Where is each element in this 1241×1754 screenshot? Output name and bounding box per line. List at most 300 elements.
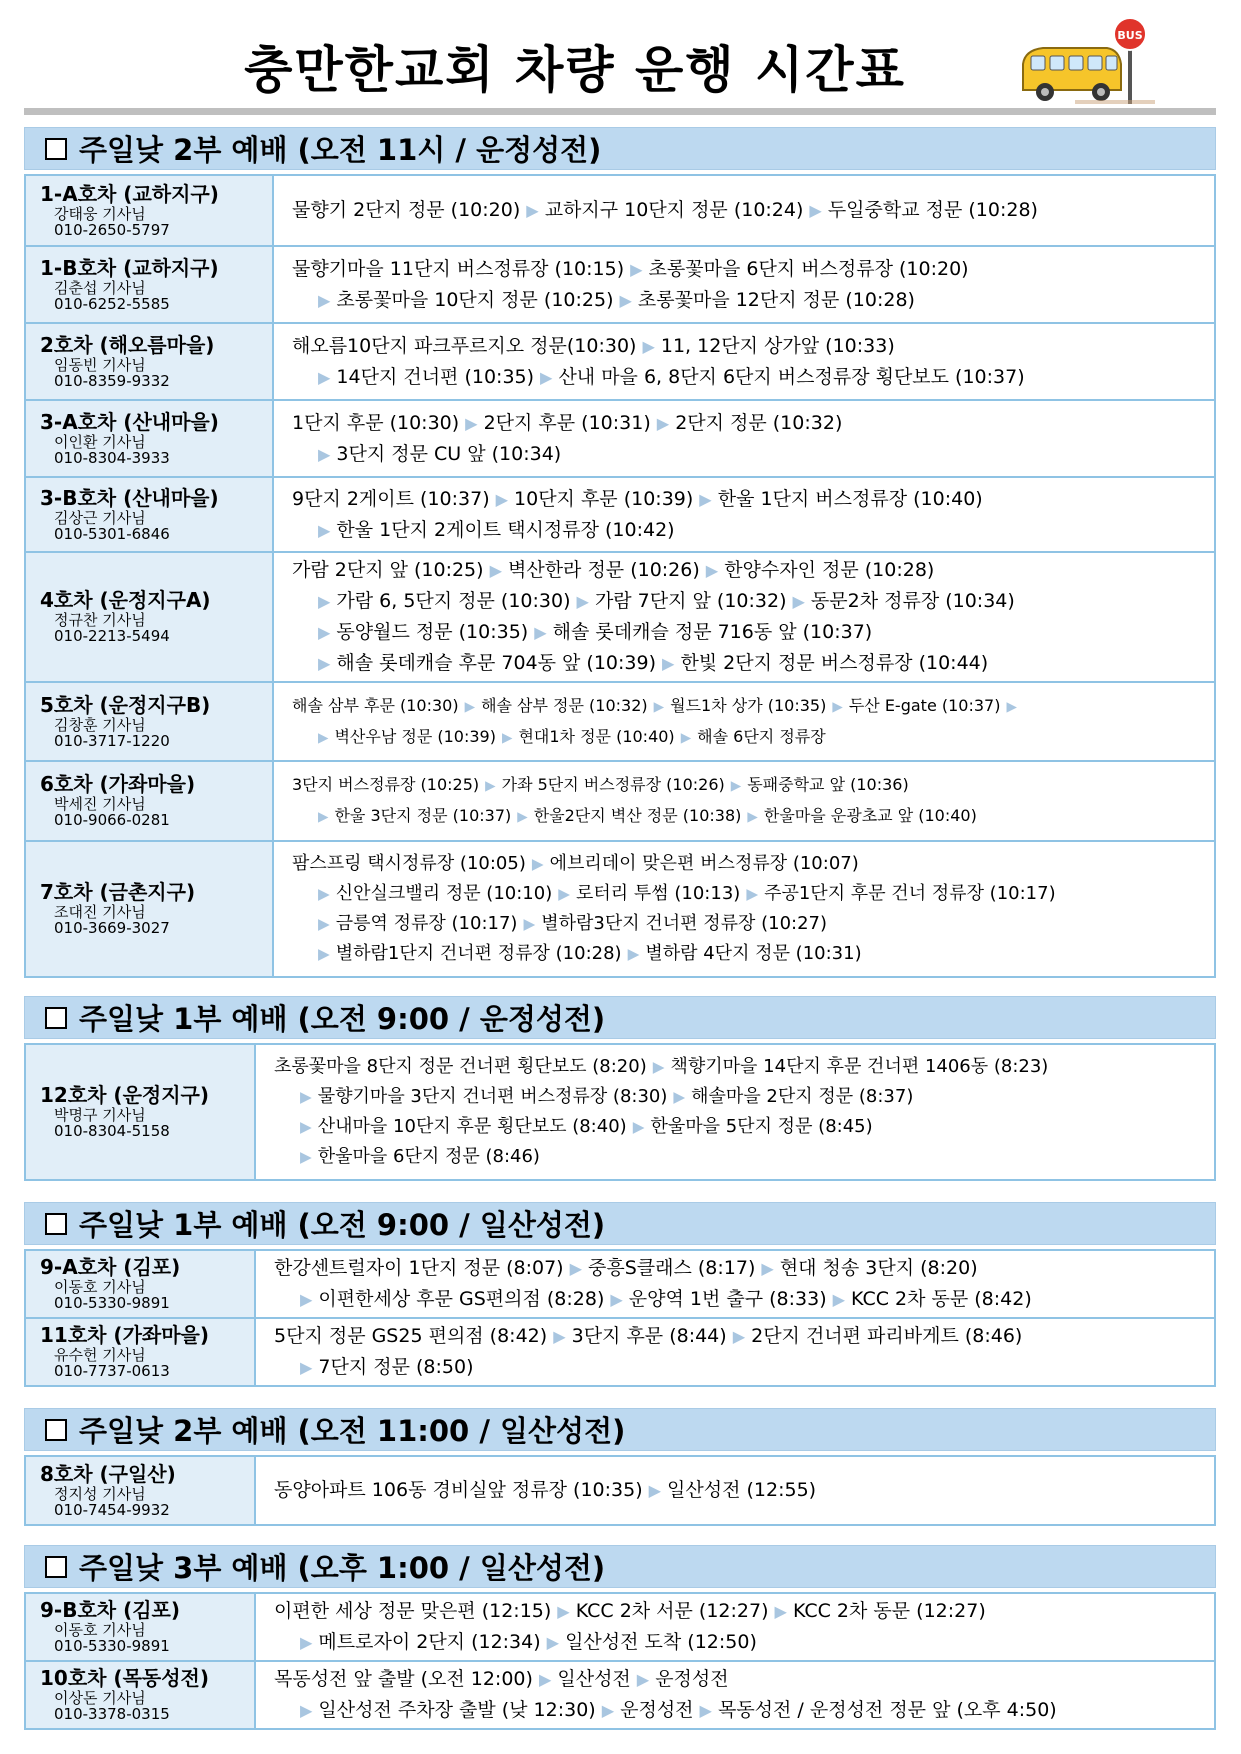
arrow-right-icon: ▶ (652, 1058, 665, 1076)
arrow-right-icon: ▶ (558, 885, 570, 903)
vehicle-name: 8호차 (구일산) (40, 1461, 176, 1486)
schedule-table (24, 174, 1216, 978)
arrow-right-icon: ▶ (318, 945, 330, 963)
table-row (25, 1593, 1215, 1661)
route-stop: 해오름10단지 파크푸르지오 정문(10:30) (292, 334, 637, 357)
arrow-right-icon: ▶ (601, 1701, 615, 1720)
route-line (292, 909, 1204, 939)
route-stop: 에브리데이 맞은편 버스정류장 (10:07) (549, 853, 859, 874)
arrow-right-icon: ▶ (464, 698, 476, 715)
route-stop: 일산성전 (12:55) (667, 1479, 817, 1501)
vehicle-name: 6호차 (가좌마을) (40, 772, 196, 796)
route-stop: 두일중학교 정문 (10:28) (827, 199, 1038, 221)
vehicle-name: 12호차 (운정지구) (40, 1083, 209, 1107)
route-line (274, 1352, 1204, 1383)
vehicle-name: 2호차 (해오름마을) (40, 332, 215, 357)
route-stop: 현대1차 정문 (10:40) (518, 726, 675, 746)
vehicle-name: 3-A호차 (산내마을) (40, 409, 219, 434)
bus-sign-label: BUS (1117, 29, 1143, 42)
route-line (274, 1627, 1204, 1658)
vehicle-cell (25, 1250, 255, 1318)
route-stop: 책향기마을 14단지 후문 건너편 1406동 (8:23) (670, 1056, 1049, 1077)
arrow-right-icon: ▶ (300, 1358, 313, 1377)
route-stop: 3단지 정문 CU 앞 (10:34) (336, 442, 562, 465)
driver-phone: 010-3717-1220 (54, 731, 170, 750)
section-heading-label: 주일낮 1부 예배 (오전 9:00 / 일산성전) (79, 1208, 606, 1242)
driver-name: 이동호 기사님 (54, 1621, 146, 1639)
route-stop: 운정성전 (655, 1668, 729, 1690)
arrow-right-icon: ▶ (673, 1088, 686, 1106)
arrow-right-icon: ▶ (699, 489, 712, 509)
arrow-right-icon: ▶ (300, 1633, 313, 1652)
arrow-right-icon: ▶ (538, 1670, 552, 1689)
route-line (274, 1475, 1204, 1506)
route-cell (273, 761, 1215, 841)
route-stop: 벽산한라 정문 (10:26) (507, 559, 700, 581)
route-cell (273, 682, 1215, 761)
driver-phone: 010-5330-9891 (54, 1637, 170, 1655)
driver-name: 박명구 기사님 (54, 1106, 146, 1124)
route-stop: 월드1차 상가 (10:35) (670, 695, 827, 715)
arrow-right-icon: ▶ (540, 367, 553, 387)
arrow-right-icon: ▶ (656, 413, 670, 433)
service-section (24, 127, 1216, 978)
arrow-right-icon: ▶ (517, 809, 528, 825)
route-stop: 교하지구 10단지 정문 (10:24) (544, 199, 804, 221)
arrow-right-icon: ▶ (318, 654, 331, 673)
vehicle-cell (25, 175, 273, 246)
vehicle-name: 9-A호차 (김포) (40, 1255, 181, 1279)
arrow-right-icon: ▶ (699, 1701, 712, 1720)
arrow-right-icon: ▶ (534, 623, 547, 642)
vehicle-cell (25, 761, 273, 841)
arrow-right-icon: ▶ (485, 778, 496, 794)
route-line (292, 362, 1204, 393)
arrow-right-icon: ▶ (318, 885, 330, 903)
section-heading (24, 127, 1216, 170)
route-line (274, 1253, 1204, 1284)
route-stop: 물향기마을 11단지 버스정류장 (10:15) (292, 257, 625, 280)
table-row (25, 246, 1215, 323)
route-line (292, 555, 1204, 586)
section-heading-label: 주일낮 1부 예배 (오전 9:00 / 운정성전) (79, 1002, 606, 1036)
arrow-right-icon: ▶ (465, 413, 478, 433)
arrow-right-icon: ▶ (553, 1327, 566, 1346)
route-line (292, 515, 1204, 546)
arrow-right-icon: ▶ (495, 489, 509, 509)
route-stop: 한양수자인 정문 (10:28) (724, 559, 935, 581)
arrow-right-icon: ▶ (318, 444, 331, 464)
route-line (292, 195, 1204, 226)
arrow-right-icon: ▶ (732, 1327, 746, 1346)
route-stop: 일산성전 도착 (12:50) (565, 1631, 757, 1653)
route-line (292, 439, 1204, 470)
vehicle-cell (25, 1593, 255, 1661)
route-stop: 해솔 롯데캐슬 후문 704동 앞 (10:39) (336, 652, 657, 674)
route-stop: 한울2단지 벽산 정문 (10:38) (533, 806, 742, 825)
arrow-right-icon: ▶ (526, 201, 539, 220)
route-stop: 초롱꽃마을 6단지 버스정류장 (10:20) (648, 257, 969, 280)
service-section (24, 1408, 1216, 1526)
route-stop: KCC 2차 서문 (12:27) (575, 1600, 769, 1622)
driver-name: 강태웅 기사님 (54, 204, 146, 223)
route-line (292, 617, 1204, 648)
checkbox-square-icon (45, 1419, 67, 1441)
route-stop: 이편한세상 후문 GS편의점 (8:28) (318, 1288, 605, 1310)
arrow-right-icon: ▶ (300, 1701, 313, 1720)
route-stop: 이편한 세상 정문 맞은편 (12:15) (274, 1600, 552, 1622)
route-cell (255, 1044, 1215, 1180)
route-stop: 초롱꽃마을 8단지 정문 건너편 횡단보도 (8:20) (274, 1056, 647, 1077)
arrow-right-icon: ▶ (300, 1088, 312, 1106)
vehicle-name: 1-B호차 (교하지구) (40, 255, 219, 280)
schedule-table (24, 1249, 1216, 1387)
driver-name: 임동빈 기사님 (54, 355, 146, 374)
page-title: 충만한교회 차량 운행 시간표 (244, 41, 906, 99)
route-stop: 목동성전 앞 출발 (오전 12:00) (274, 1668, 533, 1690)
arrow-right-icon: ▶ (792, 592, 805, 611)
driver-phone: 010-6252-5585 (54, 294, 170, 313)
route-stop: 3단지 후문 (8:44) (571, 1325, 727, 1347)
route-line (274, 1142, 1204, 1172)
route-stop: 산내마을 10단지 후문 횡단보도 (8:40) (317, 1116, 627, 1137)
route-stop: 가람 7단지 앞 (10:32) (594, 590, 787, 612)
vehicle-cell (25, 400, 273, 477)
route-stop: 1단지 후문 (10:30) (292, 411, 460, 434)
driver-phone: 010-3669-3027 (54, 919, 170, 937)
route-stop: 별하람 4단지 정문 (10:31) (645, 943, 862, 964)
service-section (24, 996, 1216, 1181)
driver-name: 조대진 기사님 (54, 903, 146, 921)
arrow-right-icon: ▶ (832, 1290, 846, 1309)
route-stop: 한울 1단지 버스정류장 (10:40) (717, 487, 983, 510)
vehicle-cell (25, 1318, 255, 1386)
route-stop: 물향기 2단지 정문 (10:20) (292, 199, 521, 221)
table-row (25, 1250, 1215, 1318)
route-stop: 동문2차 정류장 (10:34) (810, 590, 1015, 612)
route-stop: KCC 2차 동문 (12:27) (792, 1600, 986, 1622)
route-line (292, 484, 1204, 515)
route-line (274, 1112, 1204, 1142)
route-cell (255, 1250, 1215, 1318)
arrow-right-icon: ▶ (662, 654, 675, 673)
route-stop: KCC 2차 동문 (8:42) (851, 1288, 1032, 1310)
arrow-right-icon: ▶ (523, 915, 536, 933)
arrow-right-icon: ▶ (501, 729, 513, 746)
driver-phone: 010-5301-6846 (54, 524, 170, 543)
table-row (25, 1661, 1215, 1729)
arrow-right-icon: ▶ (619, 290, 632, 310)
route-cell (273, 841, 1215, 977)
route-stop: 2단지 후문 (10:31) (483, 411, 651, 434)
table-row (25, 761, 1215, 841)
route-cell (273, 552, 1215, 682)
route-stop: 가람 6, 5단지 정문 (10:30) (336, 590, 571, 612)
route-stop: 현대 청송 3단지 (8:20) (779, 1257, 978, 1279)
route-stop: 운정성전 (620, 1699, 694, 1721)
vehicle-cell (25, 1044, 255, 1180)
driver-name: 이동호 기사님 (54, 1278, 146, 1296)
vehicle-name: 3-B호차 (산내마을) (40, 485, 219, 510)
route-line (274, 1082, 1204, 1112)
route-stop: 초롱꽃마을 10단지 정문 (10:25) (336, 288, 614, 311)
route-line (292, 801, 1204, 832)
route-line (292, 586, 1204, 617)
driver-phone: 010-7737-0613 (54, 1362, 170, 1380)
route-stop: 메트로자이 2단지 (12:34) (318, 1631, 541, 1653)
route-stop: 가람 2단지 앞 (10:25) (292, 559, 484, 581)
arrow-right-icon: ▶ (746, 885, 759, 903)
route-stop: 두산 E-gate (10:37) (848, 695, 1001, 715)
route-stop: 동양아파트 106동 경비실앞 정류장 (10:35) (274, 1479, 643, 1501)
route-line (274, 1284, 1204, 1315)
arrow-right-icon: ▶ (642, 336, 655, 356)
arrow-right-icon: ▶ (636, 1670, 650, 1689)
driver-name: 유수헌 기사님 (54, 1346, 146, 1364)
route-stop: 해솔마을 2단지 정문 (8:37) (691, 1086, 914, 1107)
arrow-right-icon: ▶ (774, 1602, 787, 1621)
arrow-right-icon: ▶ (300, 1118, 312, 1136)
arrow-right-icon: ▶ (632, 1118, 645, 1136)
vehicle-cell (25, 246, 273, 323)
service-section (24, 1202, 1216, 1387)
table-row (25, 400, 1215, 477)
route-stop: 10단지 후문 (10:39) (514, 487, 694, 510)
table-row (25, 323, 1215, 400)
route-stop: 목동성전 / 운정성전 정문 앞 (오후 4:50) (717, 1699, 1057, 1721)
route-stop: 로터리 투썸 (10:13) (576, 883, 741, 904)
arrow-right-icon: ▶ (576, 592, 589, 611)
route-stop: 물향기마을 3단지 건너편 버스정류장 (8:30) (317, 1086, 668, 1107)
route-line (292, 849, 1204, 879)
route-stop: 일산성전 (557, 1668, 631, 1690)
section-heading (24, 1545, 1216, 1588)
route-stop: 일산성전 주차장 출발 (낮 12:30) (318, 1699, 596, 1721)
route-line (292, 879, 1204, 909)
route-cell (273, 477, 1215, 552)
arrow-right-icon: ▶ (653, 698, 665, 715)
table-row (25, 841, 1215, 977)
route-stop: 5단지 정문 GS25 편의점 (8:42) (274, 1325, 548, 1347)
route-stop: 동양월드 정문 (10:35) (336, 621, 529, 643)
arrow-right-icon: ▶ (318, 729, 329, 746)
route-stop: 동패중학교 앞 (10:36) (747, 775, 909, 794)
route-cell (255, 1593, 1215, 1661)
table-row (25, 682, 1215, 761)
route-stop: 한울마을 6단지 정문 (8:46) (317, 1146, 540, 1167)
vehicle-cell (25, 477, 273, 552)
route-stop: 해솔 롯데캐슬 정문 716동 앞 (10:37) (552, 621, 873, 643)
checkbox-square-icon (45, 1007, 67, 1029)
route-stop: 9단지 2게이트 (10:37) (292, 487, 490, 510)
checkbox-square-icon (45, 138, 67, 160)
route-stop: 별하람1단지 건너편 정류장 (10:28) (335, 943, 622, 964)
route-stop: 14단지 건너편 (10:35) (336, 365, 535, 388)
route-stop: 주공1단지 후문 건너 정류장 (10:17) (764, 883, 1056, 904)
driver-phone: 010-9066-0281 (54, 811, 170, 829)
arrow-right-icon: ▶ (705, 561, 719, 580)
vehicle-cell (25, 1661, 255, 1729)
route-cell (273, 175, 1215, 246)
arrow-right-icon: ▶ (627, 945, 640, 963)
driver-phone: 010-2213-5494 (54, 627, 170, 645)
driver-name: 김창훈 기사님 (54, 715, 146, 734)
route-stop: 산내 마을 6, 8단지 6단지 버스정류장 횡단보도 (10:37) (558, 365, 1025, 388)
driver-name: 정규찬 기사님 (54, 611, 146, 629)
table-row (25, 1318, 1215, 1386)
route-line (274, 1052, 1204, 1082)
arrow-right-icon: ▶ (832, 698, 843, 715)
route-line (292, 770, 1204, 801)
section-heading (24, 1408, 1216, 1451)
title-divider (24, 108, 1216, 115)
route-cell (273, 246, 1215, 323)
driver-phone: 010-2650-5797 (54, 220, 170, 239)
route-stop: 벽산우남 정문 (10:39) (334, 726, 496, 746)
vehicle-cell (25, 682, 273, 761)
schedule-table (24, 1043, 1216, 1181)
arrow-right-icon: ▶ (318, 809, 329, 825)
arrow-right-icon: ▶ (318, 623, 331, 642)
route-cell (255, 1318, 1215, 1386)
arrow-right-icon: ▶ (546, 1633, 560, 1652)
arrow-right-icon: ▶ (318, 367, 331, 387)
service-section (24, 1545, 1216, 1730)
driver-phone: 010-8359-9332 (54, 371, 170, 390)
route-stop: 가좌 5단지 버스정류장 (10:26) (501, 775, 725, 794)
route-cell (273, 323, 1215, 400)
vehicle-cell (25, 323, 273, 400)
arrow-right-icon: ▶ (569, 1259, 583, 1278)
route-stop: 해솔 삼부 정문 (10:32) (481, 695, 648, 715)
driver-name: 정지성 기사님 (54, 1484, 146, 1503)
section-heading (24, 1202, 1216, 1245)
arrow-right-icon: ▶ (489, 561, 502, 580)
table-row (25, 477, 1215, 552)
vehicle-name: 1-A호차 (교하지구) (40, 181, 219, 206)
route-line (292, 648, 1204, 679)
schedule-table (24, 1455, 1216, 1526)
route-stop: 신안실크밸리 정문 (10:10) (335, 883, 553, 904)
route-line (274, 1664, 1204, 1695)
schedule-table (24, 1592, 1216, 1730)
route-stop: 2단지 건너편 파리바게트 (8:46) (751, 1325, 1023, 1347)
vehicle-name: 11호차 (가좌마을) (40, 1323, 209, 1347)
vehicle-name: 7호차 (금촌지구) (40, 880, 196, 904)
checkbox-square-icon (45, 1213, 67, 1235)
arrow-right-icon: ▶ (1006, 698, 1017, 715)
route-line (292, 408, 1204, 439)
route-stop: 7단지 정문 (8:50) (318, 1356, 474, 1378)
route-stop: 2단지 정문 (10:32) (675, 411, 843, 434)
route-stop: 별하람3단지 건너편 정류장 (10:27) (541, 913, 828, 934)
route-stop: 중흥S클래스 (8:17) (588, 1257, 756, 1279)
driver-phone: 010-5330-9891 (54, 1294, 170, 1312)
vehicle-cell (25, 841, 273, 977)
vehicle-cell (25, 552, 273, 682)
driver-name: 이상돈 기사님 (54, 1689, 146, 1707)
route-stop: 해솔 삼부 후문 (10:30) (292, 695, 459, 715)
route-stop: 한울마을 운광초교 앞 (10:40) (763, 806, 977, 825)
vehicle-name: 9-B호차 (김포) (40, 1598, 180, 1622)
vehicle-name: 5호차 (운정지구B) (40, 692, 211, 717)
arrow-right-icon: ▶ (300, 1290, 313, 1309)
route-stop: 한빛 2단지 정문 버스정류장 (10:44) (680, 652, 989, 674)
table-row (25, 552, 1215, 682)
checkbox-square-icon (45, 1556, 67, 1578)
route-line (274, 1596, 1204, 1627)
arrow-right-icon: ▶ (630, 259, 643, 279)
school-bus-icon (1015, 12, 1165, 112)
route-line (292, 691, 1204, 722)
route-stop: 3단지 버스정류장 (10:25) (292, 775, 480, 794)
route-line (274, 1321, 1204, 1352)
arrow-right-icon: ▶ (809, 201, 822, 220)
route-line (292, 331, 1204, 362)
section-heading-label: 주일낮 3부 예배 (오후 1:00 / 일산성전) (79, 1551, 606, 1585)
route-stop: 한울 3단지 정문 (10:37) (334, 806, 512, 825)
route-line (292, 285, 1204, 316)
driver-phone: 010-8304-5158 (54, 1122, 170, 1140)
section-heading-label: 주일낮 2부 예배 (오전 11시 / 운정성전) (79, 133, 602, 167)
driver-phone: 010-7454-9932 (54, 1500, 170, 1519)
route-line (292, 722, 1204, 753)
arrow-right-icon: ▶ (557, 1602, 570, 1621)
vehicle-name: 4호차 (운정지구A) (40, 588, 211, 612)
route-stop: 초롱꽃마을 12단지 정문 (10:28) (637, 288, 915, 311)
driver-phone: 010-3378-0315 (54, 1705, 170, 1723)
route-stop: 해솔 6단지 정류장 (697, 726, 826, 746)
vehicle-name: 10호차 (목동성전) (40, 1666, 209, 1690)
arrow-right-icon: ▶ (531, 855, 544, 873)
driver-name: 김춘섭 기사님 (54, 278, 146, 297)
arrow-right-icon: ▶ (761, 1259, 774, 1278)
route-stop: 금릉역 정류장 (10:17) (335, 913, 518, 934)
arrow-right-icon: ▶ (318, 520, 331, 540)
driver-name: 이인환 기사님 (54, 432, 146, 451)
arrow-right-icon: ▶ (318, 290, 331, 310)
route-line (292, 939, 1204, 969)
arrow-right-icon: ▶ (747, 809, 758, 825)
table-row (25, 1456, 1215, 1525)
arrow-right-icon: ▶ (300, 1148, 312, 1166)
route-stop: 한울마을 5단지 정문 (8:45) (650, 1116, 873, 1137)
arrow-right-icon: ▶ (680, 729, 692, 746)
driver-name: 김상근 기사님 (54, 508, 146, 527)
route-cell (273, 400, 1215, 477)
table-row (25, 1044, 1215, 1180)
route-line (292, 254, 1204, 285)
driver-name: 박세진 기사님 (54, 795, 146, 813)
route-cell (255, 1456, 1215, 1525)
route-stop: 한울 1단지 2게이트 택시정류장 (10:42) (336, 518, 675, 541)
arrow-right-icon: ▶ (730, 778, 742, 794)
route-stop: 한강센트럴자이 1단지 정문 (8:07) (274, 1257, 564, 1279)
driver-phone: 010-8304-3933 (54, 448, 170, 467)
route-cell (255, 1661, 1215, 1729)
route-stop: 팜스프링 택시정류장 (10:05) (292, 853, 526, 874)
arrow-right-icon: ▶ (610, 1290, 623, 1309)
vehicle-cell (25, 1456, 255, 1525)
arrow-right-icon: ▶ (648, 1481, 662, 1500)
route-line (274, 1695, 1204, 1726)
table-row (25, 175, 1215, 246)
route-stop: 운양역 1번 출구 (8:33) (628, 1288, 827, 1310)
arrow-right-icon: ▶ (318, 592, 331, 611)
section-heading-label: 주일낮 2부 예배 (오전 11:00 / 일산성전) (79, 1414, 626, 1448)
section-heading (24, 996, 1216, 1039)
route-stop: 11, 12단지 상가앞 (10:33) (660, 334, 895, 357)
